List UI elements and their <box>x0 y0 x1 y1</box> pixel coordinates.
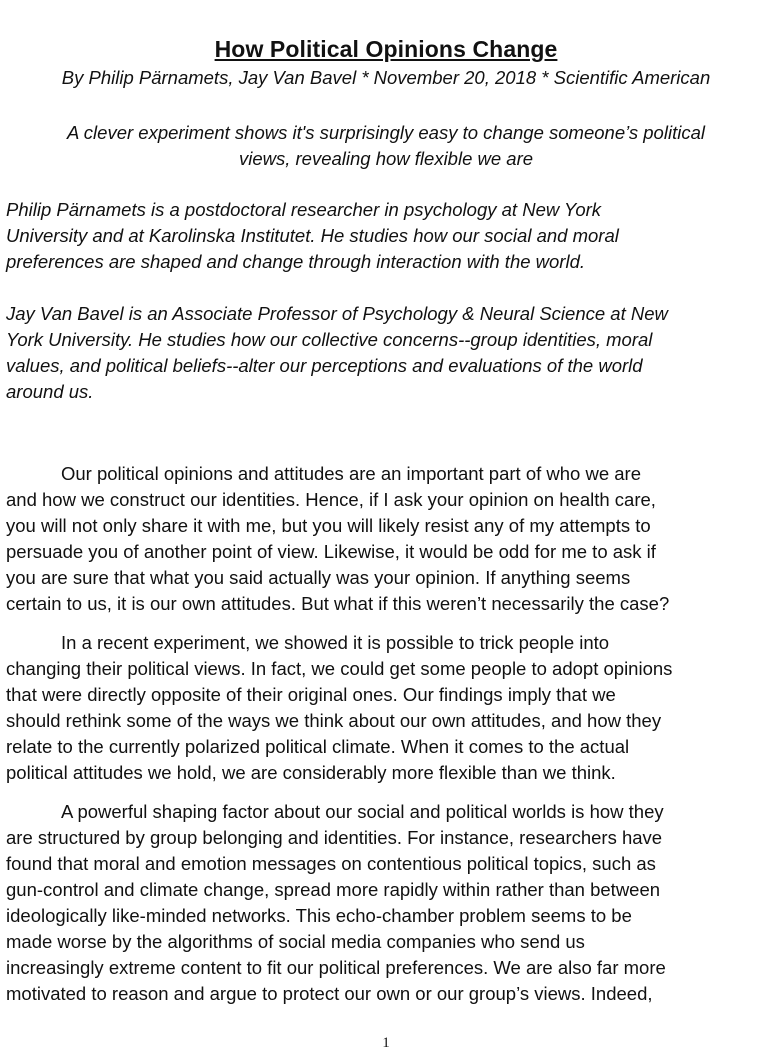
paragraph-line: persuade you of another point of view. Likewise, it would be odd for me to ask if <box>6 541 656 562</box>
paragraph-line: increasingly extreme content to fit our political preferences. We are also far more <box>6 957 666 978</box>
article-subtitle <box>60 120 712 172</box>
bio-line: around us. <box>6 381 94 402</box>
bio-line: York University. He studies how our collective concerns--group identities, moral <box>6 329 653 350</box>
bio-line: University and at Karolinska Institutet. He studies how our social and moral <box>6 225 619 246</box>
author-bio-van-bavel <box>6 301 706 405</box>
bio-line: values, and political beliefs--alter our perceptions and evaluations of the world <box>6 355 643 376</box>
paragraph-line: A powerful shaping factor about our social and political worlds is how they <box>61 801 664 822</box>
article-title: How Political Opinions Change <box>214 36 558 62</box>
page-number: 1 <box>382 1035 390 1051</box>
body-paragraph <box>6 799 742 1007</box>
bio-line: preferences are shaped and change through interaction with the world. <box>6 251 586 272</box>
bio-line: Philip Pärnamets is a postdoctoral researcher in psychology at New York <box>6 199 602 220</box>
paragraph-line: certain to us, it is our own attitudes. But what if this weren’t necessarily the case? <box>6 593 670 614</box>
paragraph-line: political attitudes we hold, we are considerably more flexible than we think. <box>6 762 616 783</box>
paragraph-line: gun-control and climate change, spread more rapidly within rather than between <box>6 879 661 900</box>
paragraph-line: Our political opinions and attitudes are an important part of who we are <box>61 463 641 484</box>
paragraph-line: are structured by group belonging and identities. For instance, researchers have <box>6 827 663 848</box>
paragraph-line: ideologically like-minded networks. This echo-chamber problem seems to be <box>6 905 632 926</box>
paragraph-line: motivated to reason and argue to protect our own or our group’s views. Indeed, <box>6 983 653 1004</box>
paragraph-line: In a recent experiment, we showed it is possible to trick people into <box>61 632 610 653</box>
paragraph-line: changing their political views. In fact, we could get some people to adopt opinions <box>6 658 673 679</box>
paragraph-line: you will not only share it with me, but you will likely resist any of my attempts to <box>6 515 651 536</box>
paragraph-line: relate to the currently polarized political climate. When it comes to the actual <box>6 736 630 757</box>
bio-line: Jay Van Bavel is an Associate Professor of Psychology & Neural Science at New <box>6 303 668 324</box>
subtitle-line: views, revealing how flexible we are <box>238 148 534 169</box>
paragraph-line: that were directly opposite of their original ones. Our findings imply that we <box>6 684 616 705</box>
paragraph-line: you are sure that what you said actually was your opinion. If anything seems <box>6 567 631 588</box>
article-byline: By Philip Pärnamets, Jay Van Bavel * November 20, 2018 * Scientific American <box>61 67 711 88</box>
paragraph-line: and how we construct our identities. Hence, if I ask your opinion on health care, <box>6 489 656 510</box>
paragraph-line: made worse by the algorithms of social media companies who send us <box>6 931 585 952</box>
paragraph-line: should rethink some of the ways we think about our own attitudes, and how they <box>6 710 662 731</box>
body-paragraph <box>6 461 742 617</box>
body-paragraph <box>6 630 742 786</box>
paragraph-line: found that moral and emotion messages on contentious political topics, such as <box>6 853 656 874</box>
subtitle-line: A clever experiment shows it's surprisingly easy to change someone’s political <box>67 122 705 143</box>
author-bio-parnamets <box>6 197 706 275</box>
